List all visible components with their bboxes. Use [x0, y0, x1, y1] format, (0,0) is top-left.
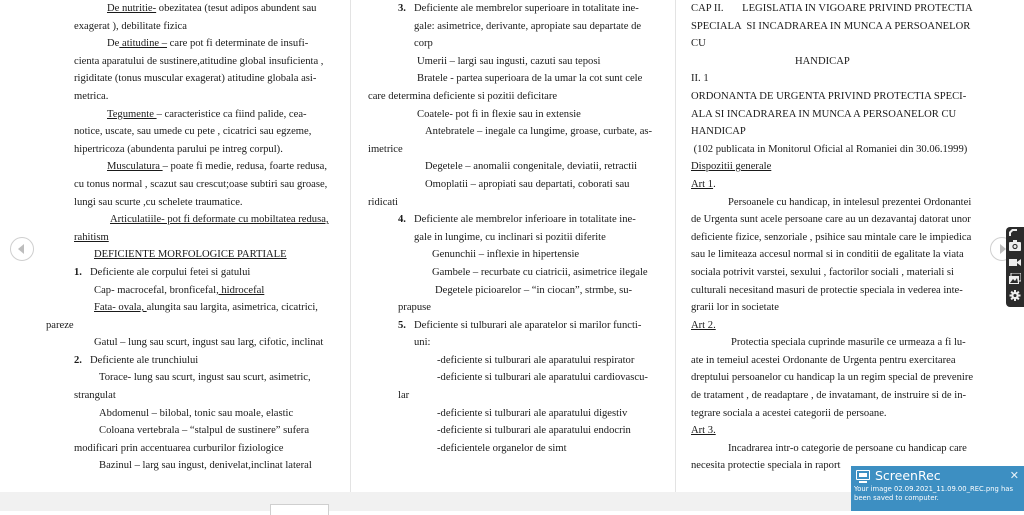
text-line: gale in lungime, cu inclinari si pozitii diferite — [414, 231, 606, 243]
gear-icon[interactable] — [1009, 290, 1021, 301]
nutritie-label: De nutritie- — [107, 3, 157, 14]
ordinance-title: ORDONANTA DE URGENTA PRIVIND PROTECTIA SPECI- — [691, 90, 967, 102]
text-line: Antebratele – inegale ca lungime, groase, curbate, as- — [425, 126, 653, 138]
text-line: -deficiente si tulburari ale aparatului respirator — [437, 354, 635, 366]
text-line: dreptului persoanelor cu handicap la un regim special de prevenire — [691, 372, 974, 384]
screenrec-toolbar — [1006, 227, 1024, 307]
notification-title: ScreenRec — [875, 468, 941, 483]
chapter-title: HANDICAP — [795, 55, 850, 67]
text-line: cienta aparatului de sustinere,atitudine global insuficienta , — [74, 55, 324, 67]
text-line: Torace- lung sau scurt, ingust sau scurt, asimetric, — [99, 372, 311, 384]
text-line: -deficiente si tulburari ale aparatului endocrin — [437, 425, 631, 437]
text-line: uni: — [414, 337, 431, 349]
article-1-heading: Art 1. — [691, 178, 716, 190]
ordinance-title: HANDICAP — [691, 126, 746, 138]
chapter-title: SPECIALA SI INCADRAREA IN MUNCA A PERSOANELOR — [691, 20, 971, 32]
monitor-icon — [856, 470, 870, 480]
text-line: modificari prin accentuarea curburilor fiziologice — [74, 442, 284, 454]
text-line: care determina deficiente si pozitii deficitare — [368, 90, 558, 102]
document-page-middle — [368, 0, 658, 492]
atitudine-label: atitudine – — [119, 38, 168, 50]
text-line: hipertricoza (abundenta parului pe intreg corpul). — [74, 143, 283, 155]
text-line: Coloana vertebrala – “stalpul de sustinere” sufera — [99, 425, 310, 437]
text-line: lar — [398, 390, 410, 402]
chapter-title: CU — [691, 38, 706, 50]
text-line: Incadrarea intr-o categorie de persoane cu handicap care — [728, 442, 967, 454]
list-item-4: 4. Deficiente ale membrelor inferioare in totalitate ine- — [398, 214, 636, 226]
screenrec-notification[interactable] — [851, 466, 1024, 511]
page-thumbnail[interactable] — [270, 504, 329, 515]
text-line: pareze — [46, 319, 74, 331]
text-line: gale: asimetrice, derivante, apropiate sau departate de — [414, 20, 642, 32]
list-item-3: 3. Deficiente ale membrelor superioare in totalitate ine- — [398, 3, 639, 14]
text-line: Degetele picioarelor – “in ciocan”, strmbe, su- — [435, 284, 633, 296]
close-icon[interactable]: ✕ — [1009, 469, 1019, 482]
text-line: de tratament , de readaptare , de invatamant, de instruire si de in- — [691, 390, 967, 402]
text-line: Omoplatii – apropiati sau departati, coborati sau — [425, 178, 630, 190]
text-line: prapuse — [398, 302, 431, 314]
list-item-2: 2. Deficiente ale trunchiului — [74, 354, 199, 366]
paragraph-musculatura: Musculatura – poate fi medie, redusa, foarte redusa, — [107, 161, 328, 173]
monitor-stand — [859, 481, 867, 483]
text-line: corp — [414, 38, 433, 50]
musculatura-label: Musculatura — [107, 161, 163, 173]
text-line: rahitism — [74, 231, 109, 243]
text-line: Degetele – anomalii congenitale, deviatii, retractii — [425, 161, 638, 173]
text-line: ridicati — [368, 196, 399, 208]
section-number: II. 1 — [691, 73, 709, 85]
article-2-heading: Art 2. — [691, 319, 716, 331]
chapter-title: CAP II. LEGISLATIA IN VIGOARE PRIVIND PROTECTIA — [691, 3, 973, 14]
chevron-left-icon — [18, 244, 24, 254]
paragraph-articulatii: Articulatiile- pot fi deformate cu mobiltatea redusa, — [110, 214, 329, 226]
article-3-heading: Art 3. — [691, 425, 716, 437]
list-item-5: 5. Deficiente si tulburari ale aparatelor si marilor functi- — [398, 319, 642, 331]
text-line: rigiditate (tonus muscular exagerat) atitudine globala asi- — [74, 73, 317, 85]
text-line: Cap- macrocefal, bronficefal, hidrocefal — [94, 284, 265, 296]
page-divider — [675, 0, 676, 492]
expand-icon[interactable] — [1009, 229, 1017, 236]
text-line: culturali necesitand masuri de protectie speciala in vederea inte- — [691, 284, 963, 296]
text-line: Fata- ovala, alungita sau largita, asimetrica, cicatrici, — [94, 302, 318, 314]
list-item-1: 1. Deficiente ale corpului fetei si gatului — [74, 266, 251, 278]
text-line: Umerii – largi sau ingusti, cazuti sau teposi — [417, 55, 601, 67]
text-line: metrica. — [74, 90, 109, 102]
video-icon[interactable] — [1009, 257, 1021, 268]
ordinance-reference: (102 publicata in Monitorul Oficial al Romaniei din 30.06.1999) — [691, 143, 968, 155]
text-line: Coatele- pot fi in flexie sau in extensie — [417, 108, 581, 120]
gallery-icon[interactable] — [1009, 273, 1021, 284]
subsection-heading: Dispozitii generale — [691, 161, 772, 173]
text-line: Gatul – lung sau scurt, ingust sau larg, cifotic, inclinat — [94, 337, 324, 349]
tegumente-label: Tegumente — [107, 108, 157, 120]
text-line: -deficientele organelor de simt — [437, 442, 567, 454]
text-line: ate in temeiul acestei Ordonante de Urgenta pentru exercitarea — [691, 354, 956, 366]
text-line: Gambele – recurbate cu ciatricii, asimetrice ilegale — [432, 266, 648, 278]
text-line: cu tonus normal , scazut sau crescut;oase subtiri sau groase, — [74, 178, 328, 190]
text-line: notice, uscate, sau umede cu pete , cicatrici sau egzeme, — [74, 126, 312, 138]
text-line: tegrare sociala a acestei categorii de persoane. — [691, 407, 887, 419]
text-line: Protectia speciala cuprinde masurile ce urmeaza a fi lu- — [731, 337, 966, 349]
text-line: strangulat — [74, 390, 116, 402]
text-line: -deficiente si tulburari ale aparatului cardiovascu- — [437, 372, 648, 384]
notification-message: Your image 02.09.2021_11.09.00_REC.png has been saved to computer. — [854, 485, 1014, 502]
paragraph-nutritie: De nutritie- obezitatea (tesut adipos abundent sau — [107, 3, 317, 14]
text-line: grarii lor in societate — [691, 302, 779, 314]
paragraph-atitudine: De atitudine – care pot fi determinate de insufi- — [107, 38, 309, 50]
text-line: Genunchii – inflexie in hipertensie — [432, 249, 580, 261]
text-line: Bazinul – larg sau ingust, denivelat,inclinat lateral — [99, 460, 312, 472]
section-heading: DEFICIENTE MORFOLOGICE PARTIALE — [94, 249, 287, 261]
page-divider — [350, 0, 351, 492]
text-line: deficiente fizice, senzoriale , psihice sau mintale care le impiedica — [691, 231, 972, 243]
text-line: exagerat ), debilitate fizica — [74, 20, 187, 32]
text-line: sau le limiteaza accesul normal si in conditii de egalitate la viata — [691, 249, 964, 261]
paragraph-tegumente: Tegumente – caracteristice ca fiind palide, cea- — [107, 108, 307, 120]
text-line: sociala potrivit varstei, sexului , factorilor sociali , materiali si — [691, 266, 955, 278]
text-line: Bratele - partea superioara de la umar la cot sunt cele — [417, 73, 643, 85]
text-line: Abdomenul – bilobal, tonic sau moale, elastic — [99, 407, 294, 419]
text-line: lungi sau scurte ,cu schelete traumatice. — [74, 196, 243, 208]
text-line: Persoanele cu handicap, in intelesul prezentei Ordonantei — [728, 196, 972, 208]
camera-icon[interactable] — [1009, 240, 1021, 251]
previous-page-button[interactable] — [10, 237, 34, 261]
text-line: imetrice — [368, 143, 403, 155]
text-line: -deficiente si tulburari ale aparatului digestiv — [437, 407, 628, 419]
document-page-right — [691, 0, 978, 492]
document-page-left — [46, 0, 334, 492]
text-line: de Urgenta sunt acele persoane care au un dezavantaj datorat unor — [691, 214, 971, 226]
ordinance-title: ALA SI INCADRAREA IN MUNCA A PERSOANELOR CU — [691, 108, 957, 120]
text-line: necesita protectie speciala in raport — [691, 460, 841, 472]
